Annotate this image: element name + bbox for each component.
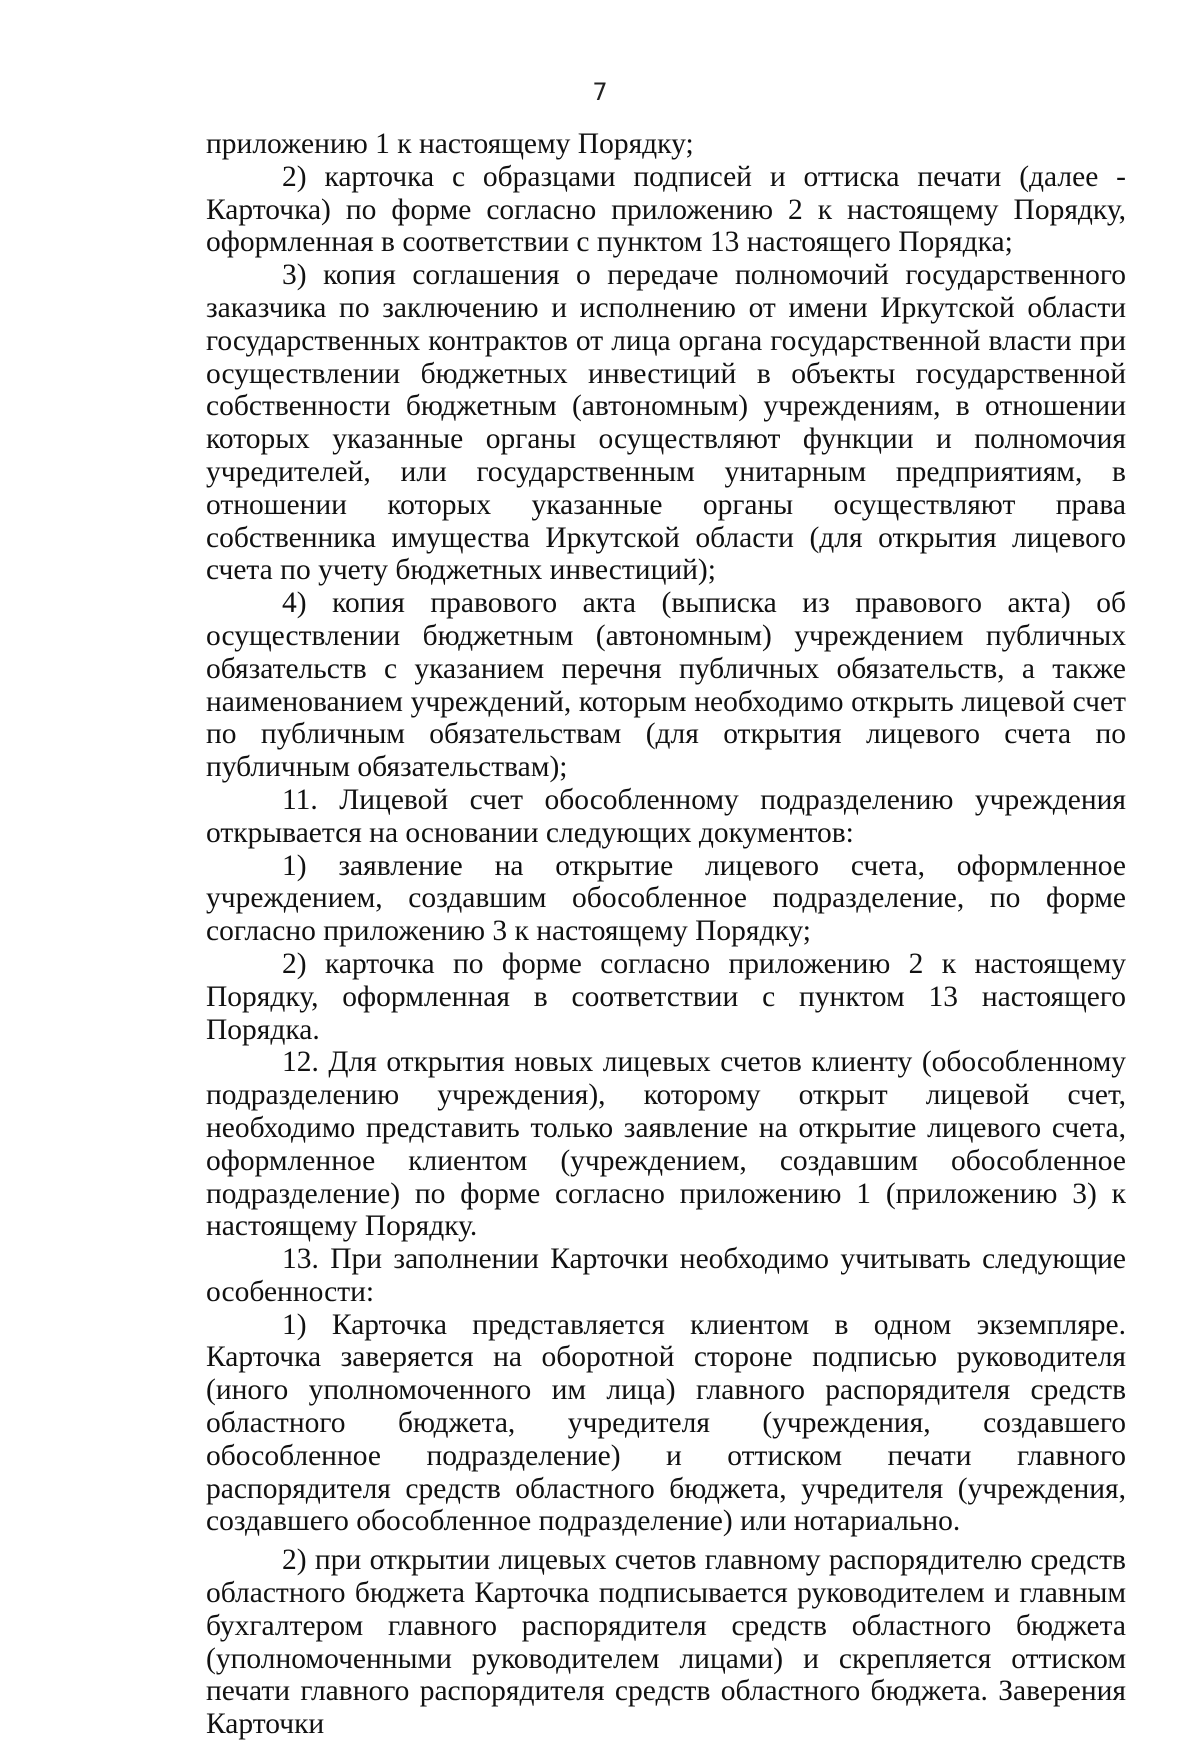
page-number: 7 bbox=[592, 78, 608, 106]
paragraph-clause-13-item-2: 2) при открытии лицевых счетов главному распорядителю средств областного бюджета Карточка подписывается руководителем и главным бухгалтером главного распорядителя средств областного бюджета (уполномоченными руководителем лицами) и скрепляется оттиском печати главного распорядителя средств областного бюджета. Заверения Карточки bbox=[206, 1544, 1126, 1741]
paragraph-continuation: приложению 1 к настоящему Порядку; bbox=[206, 128, 694, 160]
paragraph-item-2-card: 2) карточка с образцами подписей и оттиска печати (далее - Карточка) по форме согласно приложению 2 к настоящему Порядку, оформленная в соответствии с пунктом 13 настоящего Порядка; bbox=[206, 160, 1126, 259]
paragraph-item-4-legal-act: 4) копия правового акта (выписка из правового акта) об осуществлении бюджетным (автономным) учреждением публичных обязательств с указанием перечня публичных обязательств, а также наименованием учреждений, которым необходимо открыть лицевой счет по публичным обязательствам (для открытия лицевого счета по публичным обязательствам); bbox=[206, 587, 1126, 784]
paragraph-clause-13: 13. При заполнении Карточки необходимо учитывать следующие особенности: bbox=[206, 1243, 1126, 1308]
document-body bbox=[206, 128, 1126, 1741]
paragraph-clause-11: 11. Лицевой счет обособленному подразделению учреждения открывается на основании следующих документов: bbox=[206, 783, 1126, 849]
paragraph-clause-11-item-1: 1) заявление на открытие лицевого счета, оформленное учреждением, создавшим обособленное подразделение, по форме согласно приложению 3 к настоящему Порядку; bbox=[206, 849, 1126, 948]
paragraph-clause-13-item-1: 1) Карточка представляется клиентом в одном экземпляре. Карточка заверяется на оборотной стороне подписью руководителя (иного уполномоченного им лица) главного распорядителя средств областного бюджета, учредителя (учреждения, создавшего обособленное подразделение) и оттиском печати главного распорядителя средств областного бюджета, учредителя (учреждения, создавшего обособленное подразделение) или нотариально. bbox=[206, 1308, 1126, 1538]
paragraph-item-3-agreement: 3) копия соглашения о передаче полномочий государственного заказчика по заключению и исполнению от имени Иркутской области государственных контрактов от лица органа государственной власти при осуществлении бюджетных инвестиций в объекты государственной собственности бюджетным (автономным) учреждениям, в отношении которых указанные органы осуществляют функции и полномочия учредителей, или государственным унитарным предприятиям, в отношении которых указанные органы осуществляют права собственника имущества Иркутской области (для открытия лицевого счета по учету бюджетных инвестиций); bbox=[206, 259, 1126, 587]
paragraph-clause-11-item-2: 2) карточка по форме согласно приложению 2 к настоящему Порядку, оформленная в соответствии с пунктом 13 настоящего Порядка. bbox=[206, 947, 1126, 1046]
paragraph-clause-12: 12. Для открытия новых лицевых счетов клиенту (обособленному подразделению учреждения), которому открыт лицевой счет, необходимо представить только заявление на открытие лицевого счета, оформленное клиентом (учреждением, создавшим обособленное подразделение) по форме согласно приложению 1 (приложению 3) к настоящему Порядку. bbox=[206, 1046, 1126, 1243]
